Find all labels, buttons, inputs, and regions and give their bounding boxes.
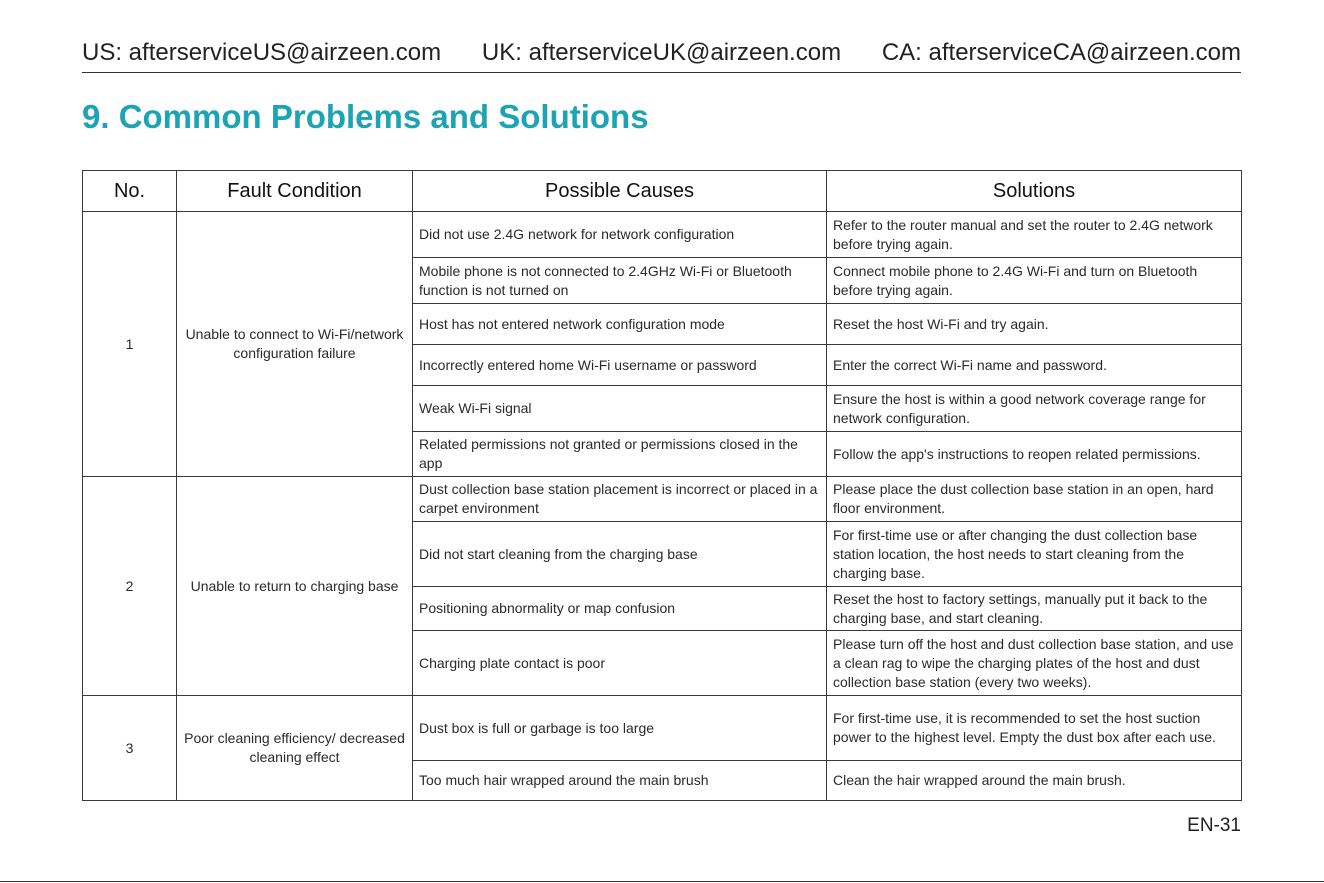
- possible-cause: Weak Wi-Fi signal: [413, 386, 827, 432]
- solution: Refer to the router manual and set the router to 2.4G network before trying again.: [827, 212, 1242, 258]
- solution: Clean the hair wrapped around the main brush.: [827, 761, 1242, 801]
- table-row: [83, 477, 1242, 522]
- solution: For first-time use, it is recommended to set the host suction power to the highest level. Empty the dust box after each use.: [827, 696, 1242, 761]
- header-solutions: Solutions: [827, 171, 1242, 212]
- page-bottom-divider: [0, 881, 1324, 882]
- contact-ca-email: CA: afterserviceCA@airzeen.com: [881, 39, 1241, 66]
- solution: Please turn off the host and dust collection base station, and use a clean rag to wipe the charging plates of the host and dust collection base station (every two weeks).: [827, 631, 1242, 696]
- table-row: [83, 696, 1242, 761]
- fault-condition: Poor cleaning efficiency/ decreased cleaning effect: [177, 696, 413, 801]
- solution: For first-time use or after changing the dust collection base station location, the host needs to start cleaning from the charging base.: [827, 522, 1242, 587]
- fault-condition: Unable to return to charging base: [177, 477, 413, 696]
- header-divider: [82, 72, 1241, 73]
- problems-solutions-table: [82, 170, 1242, 801]
- solution: Reset the host to factory settings, manually put it back to the charging base, and start cleaning.: [827, 587, 1242, 631]
- solution: Connect mobile phone to 2.4G Wi-Fi and turn on Bluetooth before trying again.: [827, 258, 1242, 304]
- page-number: EN-31: [1187, 815, 1241, 836]
- possible-cause: Charging plate contact is poor: [413, 631, 827, 696]
- section-title: 9. Common Problems and Solutions: [82, 98, 649, 135]
- fault-condition: Unable to connect to Wi-Fi/network configuration failure: [177, 212, 413, 477]
- possible-cause: Incorrectly entered home Wi-Fi username or password: [413, 345, 827, 386]
- fault-number: 1: [83, 212, 177, 477]
- contact-uk-email: UK: afterserviceUK@airzeen.com: [481, 39, 842, 66]
- possible-cause: Did not use 2.4G network for network configuration: [413, 212, 827, 258]
- possible-cause: Too much hair wrapped around the main brush: [413, 761, 827, 801]
- solution: Follow the app's instructions to reopen related permissions.: [827, 432, 1242, 477]
- possible-cause: Mobile phone is not connected to 2.4GHz Wi-Fi or Bluetooth function is not turned on: [413, 258, 827, 304]
- possible-cause: Dust collection base station placement is incorrect or placed in a carpet environment: [413, 477, 827, 522]
- support-contacts: [82, 34, 1241, 72]
- table-header-row: [83, 171, 1242, 212]
- header-fault-condition: Fault Condition: [177, 171, 413, 212]
- solution: Please place the dust collection base station in an open, hard floor environment.: [827, 477, 1242, 522]
- possible-cause: Did not start cleaning from the charging base: [413, 522, 827, 587]
- contact-us-email: US: afterserviceUS@airzeen.com: [82, 39, 442, 66]
- header-no: No.: [83, 171, 177, 212]
- fault-number: 2: [83, 477, 177, 696]
- fault-number: 3: [83, 696, 177, 801]
- possible-cause: Related permissions not granted or permissions closed in the app: [413, 432, 827, 477]
- solution: Ensure the host is within a good network coverage range for network configuration.: [827, 386, 1242, 432]
- solution: Reset the host Wi-Fi and try again.: [827, 304, 1242, 345]
- header-possible-causes: Possible Causes: [413, 171, 827, 212]
- possible-cause: Positioning abnormality or map confusion: [413, 587, 827, 631]
- possible-cause: Host has not entered network configuration mode: [413, 304, 827, 345]
- possible-cause: Dust box is full or garbage is too large: [413, 696, 827, 761]
- table-row: [83, 212, 1242, 258]
- solution: Enter the correct Wi-Fi name and password.: [827, 345, 1242, 386]
